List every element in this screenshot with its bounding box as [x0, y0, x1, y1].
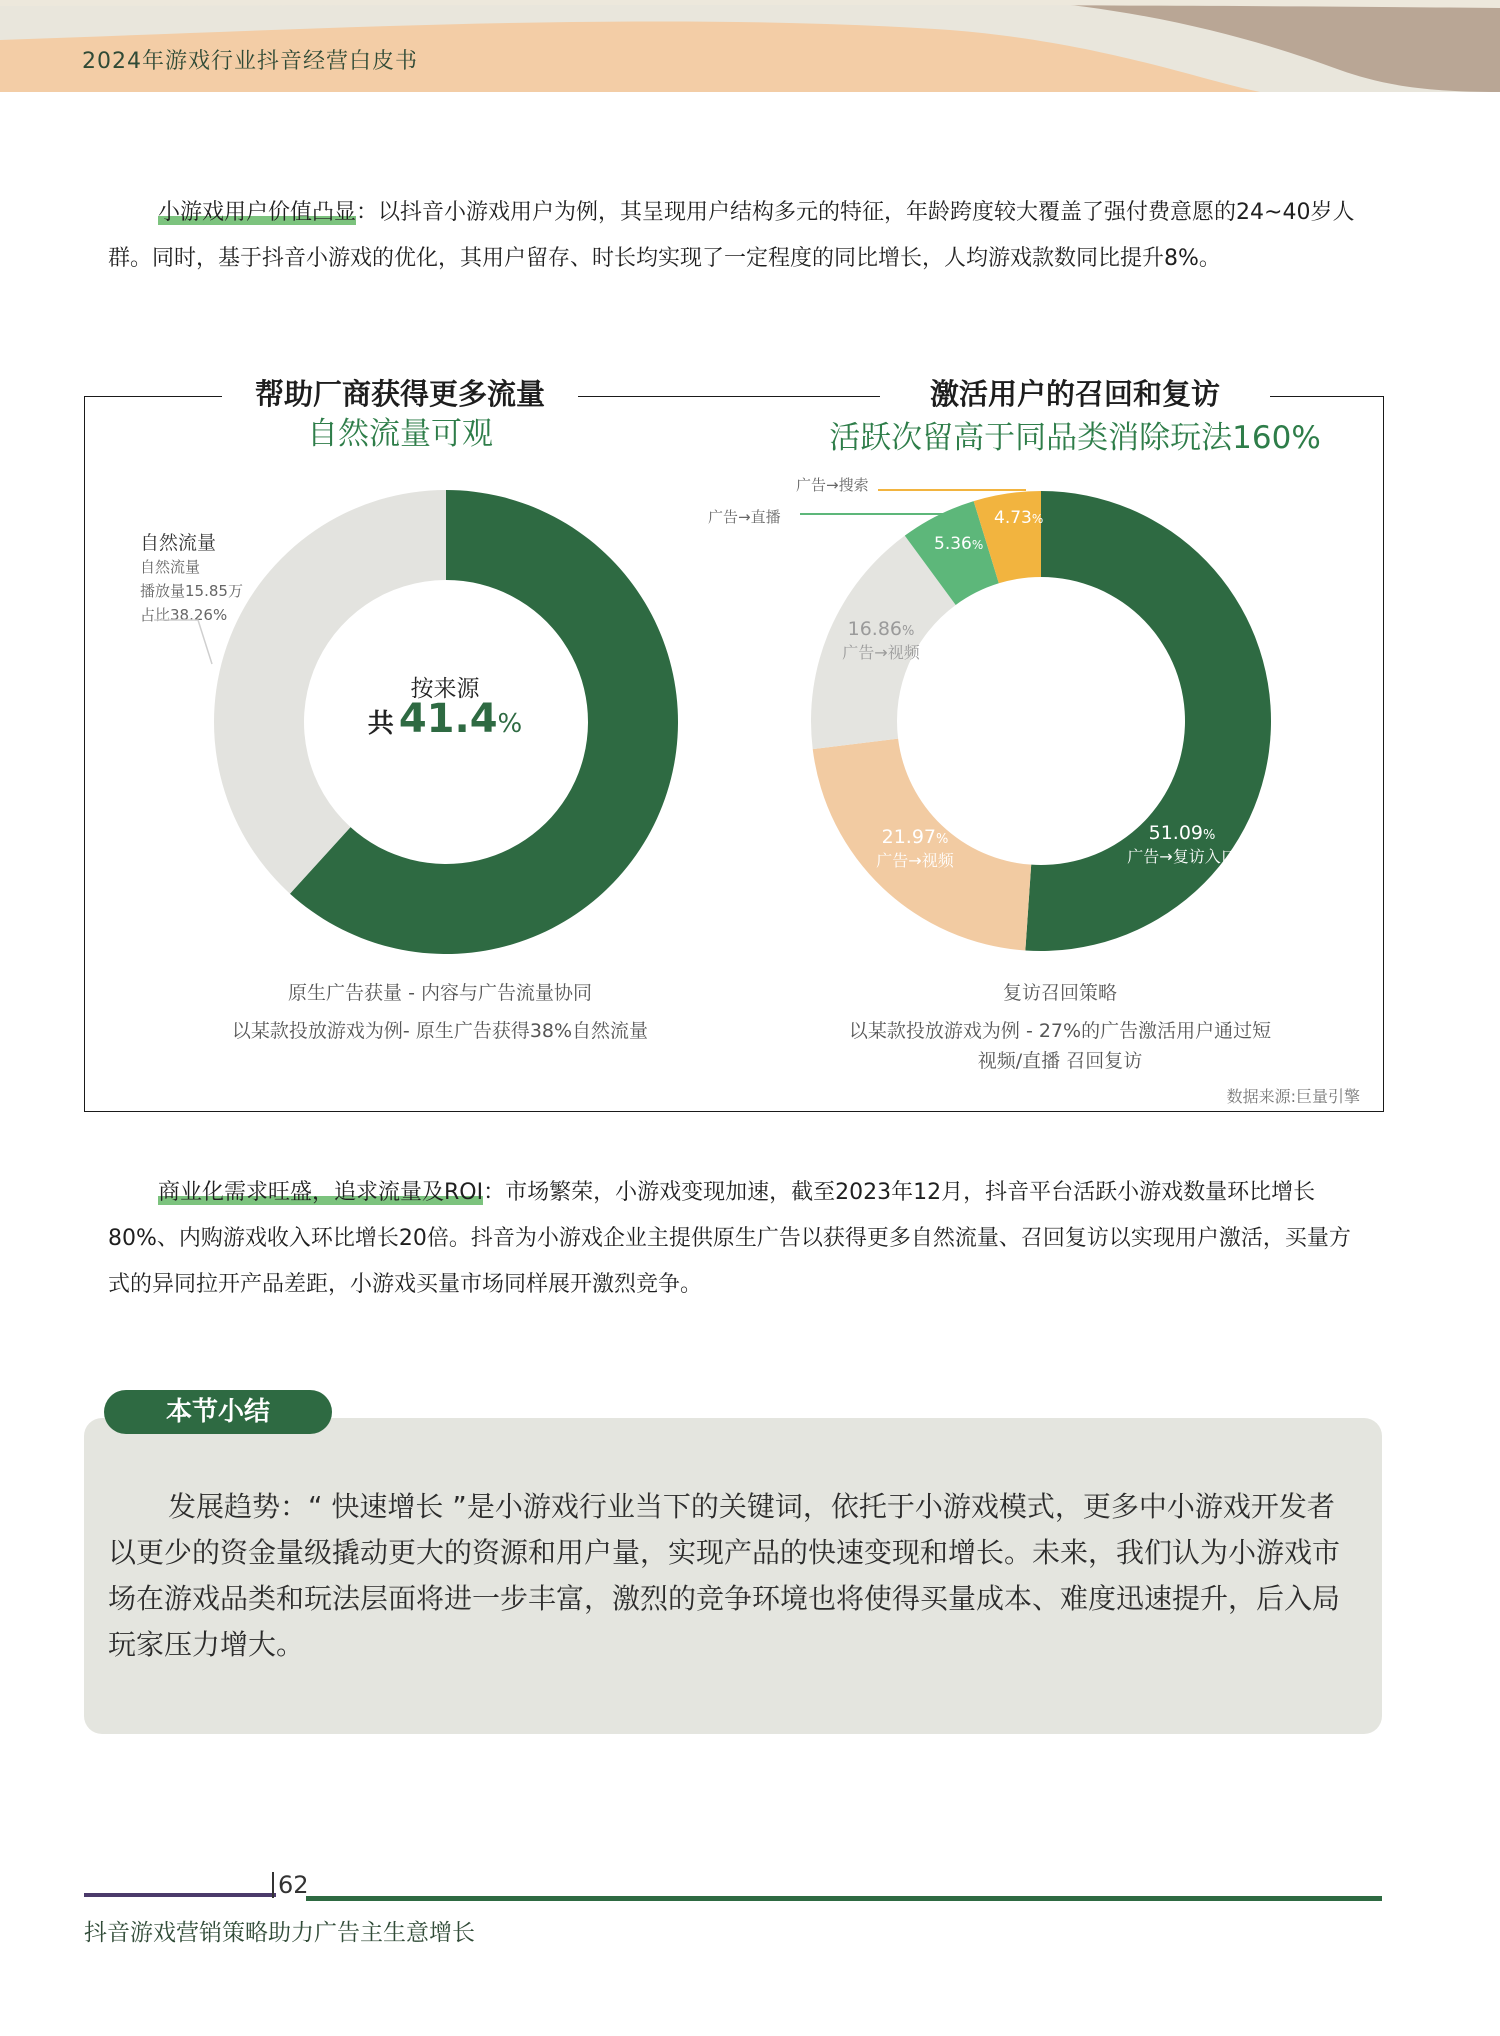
label-ad-search-unit: % — [1031, 512, 1044, 526]
label-ad-revisit-value: 51.09 — [1148, 822, 1204, 844]
label-ad-video-b-name: 广告→视频 — [842, 643, 920, 662]
right-caption-2: 以某款投放游戏为例 - 27%的广告激活用户通过短 — [848, 1020, 1272, 1042]
left-center-number: 41.4 — [398, 696, 498, 742]
document-title: 2024年游戏行业抖音经营白皮书 — [82, 49, 418, 74]
label-ad-live-value: 5.36 — [934, 534, 972, 554]
left-legend-line2: 播放量15.85万 — [140, 582, 243, 600]
data-source: 数据来源:巨量引擎 — [1226, 1087, 1360, 1106]
left-center-label: 按来源 — [410, 676, 480, 702]
left-caption-2: 以某款投放游戏为例- 原生广告获得38%自然流量 — [231, 1020, 649, 1042]
para2-highlight: 商业化需求旺盛，追求流量及ROI — [158, 1180, 484, 1205]
label-ad-revisit-name: 广告→复访入口 — [1127, 847, 1237, 866]
label-ad-video-b — [826, 618, 936, 663]
left-center-value — [345, 696, 545, 742]
left-center-prefix: 共 — [367, 709, 394, 739]
label-ad-revisit — [1092, 822, 1272, 867]
right-chart-title: 激活用户的召回和复访 — [929, 377, 1220, 411]
right-caption-1: 复访召回策略 — [1002, 982, 1117, 1004]
label-ad-video-a-name: 广告→视频 — [876, 851, 954, 870]
page-number: 62 — [272, 1872, 309, 1898]
label-ad-video-b-unit: % — [902, 624, 915, 639]
left-legend-leader — [150, 618, 220, 668]
label-ad-video-a-value: 21.97 — [881, 826, 937, 848]
left-legend-line1: 自然流量 — [140, 558, 201, 576]
right-donut-slice-0 — [1025, 491, 1271, 951]
intro-paragraph — [108, 190, 1358, 282]
footer-line-accent — [84, 1893, 276, 1897]
intro-highlight: 小游戏用户价值凸显 — [158, 200, 357, 225]
label-ad-search-value: 4.73 — [994, 508, 1032, 528]
left-legend-line3: 占比38.26% — [140, 606, 228, 624]
right-donut-chart — [808, 488, 1274, 954]
label-ad-video-a — [860, 826, 970, 871]
label-ad-video-a-unit: % — [936, 832, 949, 847]
right-caption-3: 视频/直播 召回复访 — [977, 1050, 1143, 1072]
intro-text: ：以抖音小游戏用户为例，其呈现用户结构多元的特征，年龄跨度较大覆盖了强付费意愿的24~40岁人群。同时，基于抖音小游戏的优化，其用户留存、时长均实现了一定程度的同比增长，人均游戏款数同比提升8%。 — [108, 200, 1355, 271]
label-ad-revisit-unit: % — [1203, 828, 1216, 843]
label-ad-video-b-value: 16.86 — [847, 618, 903, 640]
label-ad-live — [934, 534, 983, 554]
footer-line — [306, 1896, 1382, 1901]
left-caption-1: 原生广告获量 - 内容与广告流量协同 — [288, 982, 592, 1004]
summary-text: 发展趋势：“ 快速增长 ”是小游戏行业当下的关键词，依托于小游戏模式，更多中小游戏开发者以更少的资金量级撬动更大的资源和用户量，实现产品的快速变现和增长。未来，我们认为小游戏市场在游戏品类和玩法层面将进一步丰富，激烈的竞争环境也将使得买量成本、难度迅速提升，后入局玩家压力增大。 — [108, 1490, 1341, 1661]
callout-lines — [800, 484, 1060, 524]
para2-text: ：市场繁荣，小游戏变现加速，截至2023年12月，抖音平台活跃小游戏数量环比增长80%、内购游戏收入环比增长20倍。抖音为小游戏企业主提供原生广告以获得更多自然流量、召回复访以实现用户激活，买量方式的异同拉开产品差距，小游戏买量市场同样展开激烈竞争。 — [108, 1180, 1351, 1297]
callout-ad-live: 广告→直播 — [708, 508, 781, 526]
left-chart-title: 帮助厂商获得更多流量 — [254, 377, 545, 411]
summary-tab: 本节小结 — [104, 1390, 332, 1434]
left-chart-subtitle: 自然流量可观 — [307, 416, 493, 452]
commercial-paragraph — [108, 1170, 1358, 1308]
left-legend-title: 自然流量 — [140, 532, 217, 554]
right-chart-subtitle: 活跃次留高于同品类消除玩法160% — [829, 420, 1321, 456]
left-center-unit: % — [497, 709, 523, 739]
callout-ad-search: 广告→搜索 — [796, 476, 869, 494]
footer-text: 抖音游戏营销策略助力广告主生意增长 — [84, 1920, 475, 1946]
label-ad-live-unit: % — [971, 538, 984, 552]
